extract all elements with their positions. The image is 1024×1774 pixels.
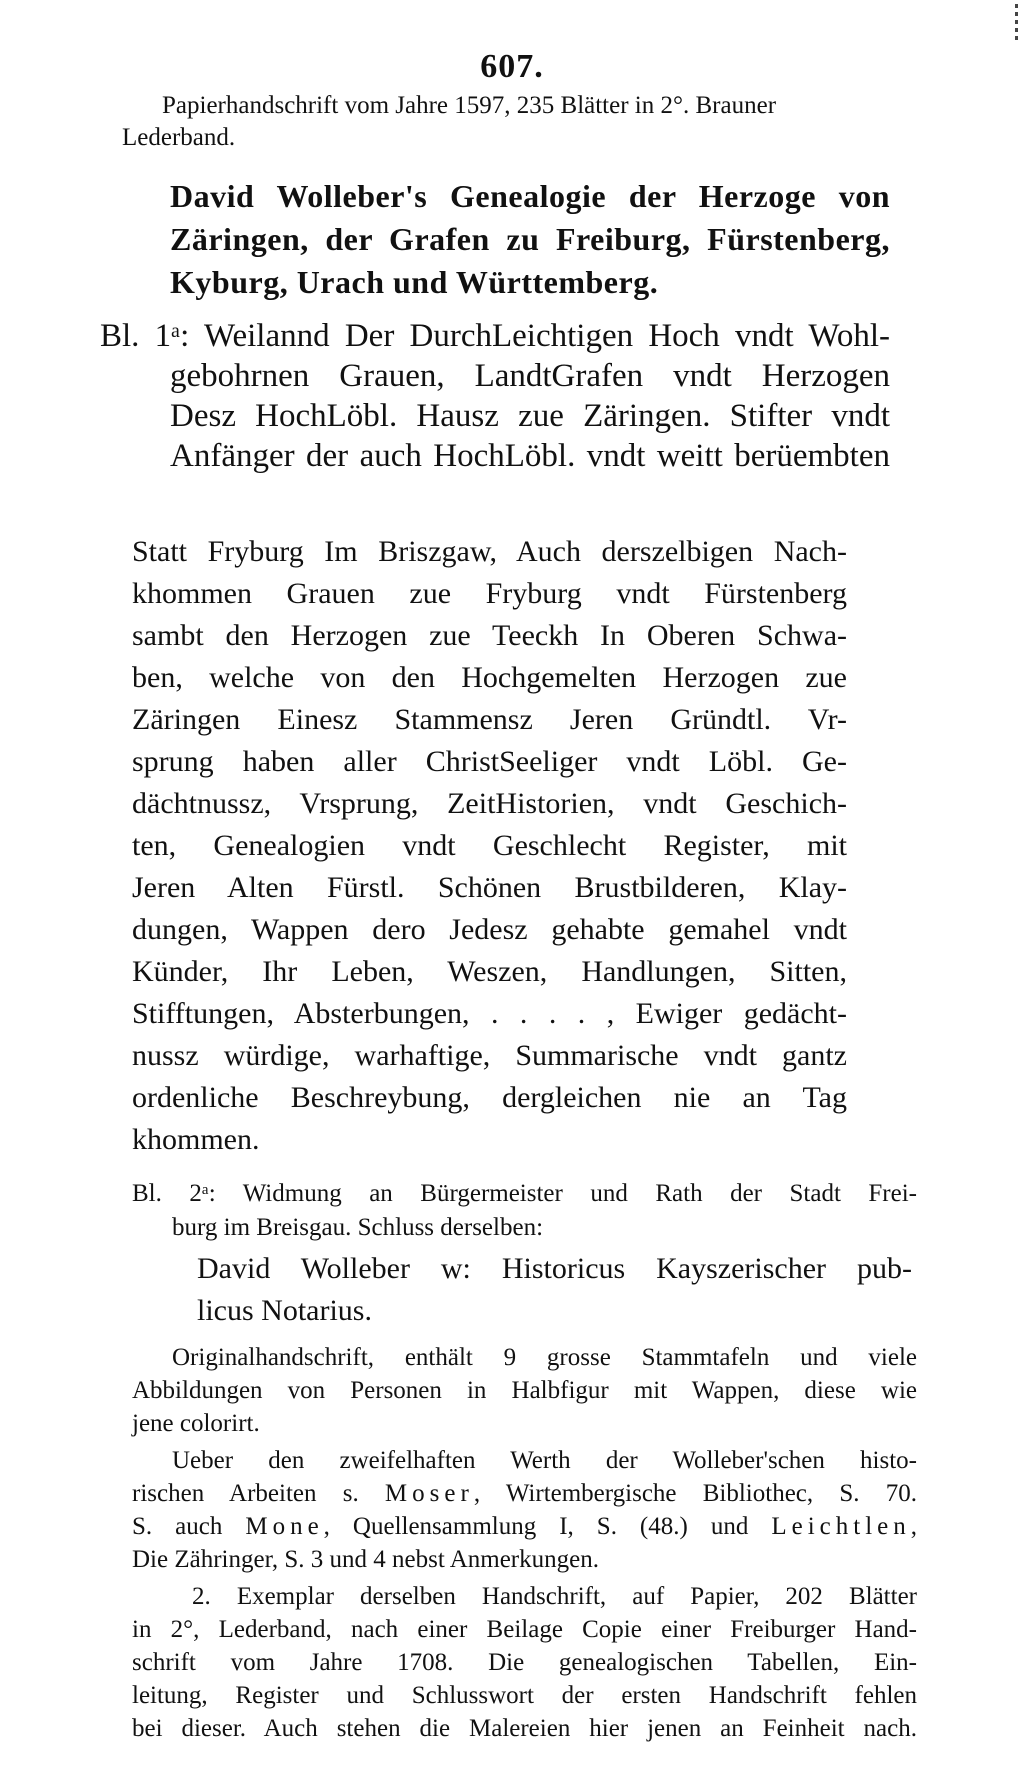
intro-line-2: Lederband. [122, 124, 236, 151]
edge-mark [1015, 4, 1018, 40]
para2-line-13: nussz würdige, warhaftige, Summarische vndt gantz [132, 1039, 847, 1072]
para2-line-3: sambt den Herzogen zue Teeckh In Oberen Schwa- [132, 619, 847, 652]
para1-line-4: Anfänger der auch HochLöbl. vndt weitt berüembten [170, 438, 890, 474]
note3-line-3: schrift vom Jahre 1708. Die genealogischen Tabellen, Ein- [132, 1649, 917, 1676]
note2-line-2-c: , Wirtembergische Bibliothec, S. 70. [473, 1480, 917, 1507]
author-moser: Moser [384, 1480, 474, 1507]
quote-line-1: David Wolleber w: Historicus Kayszerischer pub- [197, 1252, 912, 1285]
intro-line-1: Papierhandschrift vom Jahre 1597, 235 Blätter in 2°. Brauner [162, 92, 777, 119]
note2-line-1: Ueber den zweifelhaften Werth der Wolleber'schen histo- [172, 1447, 917, 1474]
note2-line-2-a: rischen Arbeiten s. [132, 1480, 385, 1507]
para1-line-3: Desz HochLöbl. Hausz zue Zäringen. Stifter vndt [170, 398, 890, 434]
para2-line-4: ben, welche von den Hochgemelten Herzogen zue [132, 661, 847, 694]
note2-line-3 [132, 1513, 917, 1547]
para2-line-14: ordenliche Beschreybung, dergleichen nie an Tag [132, 1081, 847, 1114]
bl2-line-2: burg im Breisgau. Schluss derselben: [172, 1214, 544, 1241]
note1-line-2: Abbildungen von Personen in Halbfigur mit Wappen, diese wie [132, 1377, 917, 1404]
note2-line-4: Die Zähringer, S. 3 und 4 nebst Anmerkungen. [132, 1546, 599, 1573]
quote-line-2: licus Notarius. [197, 1294, 372, 1327]
note3-line-4: leitung, Register und Schlusswort der ersten Handschrift fehlen [132, 1682, 917, 1709]
para2-line-6: sprung haben aller ChristSeeliger vndt Löbl. Ge- [132, 745, 847, 778]
para2-line-8: ten, Genealogien vndt Geschlecht Register, mit [132, 829, 847, 862]
para2-line-12: Stifftungen, Absterbungen, . . . . , Ewiger gedächt- [132, 997, 847, 1030]
note2-line-3-a: S. auch [132, 1513, 246, 1540]
para2-line-7: dächtnussz, Vrsprung, ZeitHistorien, vndt Geschich- [132, 787, 847, 820]
title-line-2: Zäringen, der Grafen zu Freiburg, Fürstenberg, [170, 221, 890, 257]
para2-line-11: Künder, Ihr Leben, Weszen, Handlungen, Sitten, [132, 955, 847, 988]
para2-line-2: khommen Grauen zue Fryburg vndt Fürstenberg [132, 577, 847, 610]
para1-line-2: gebohrnen Grauen, LandtGrafen vndt Herzogen [170, 358, 890, 394]
para2-line-15: khommen. [132, 1123, 260, 1156]
note2-line-3-c: , Quellensammlung I, S. (48.) und [323, 1513, 772, 1540]
para2-line-1: Statt Fryburg Im Briszgaw, Auch derszelbigen Nach- [132, 535, 847, 568]
para2-line-5: Zäringen Einesz Stammensz Jeren Gründtl. Vr- [132, 703, 847, 736]
note2-line-2 [132, 1480, 917, 1514]
page-number: 607. [480, 48, 544, 85]
note2-line-3-e: , [910, 1513, 917, 1540]
note1-line-3: jene colorirt. [132, 1410, 260, 1437]
note3-line-5: bei dieser. Auch stehen die Malereien hier jenen an Feinheit nach. [132, 1715, 917, 1742]
note3-line-1: 2. Exemplar derselben Handschrift, auf Papier, 202 Blätter [192, 1583, 917, 1610]
bl2-line-1: Bl. 2ᵃ: Widmung an Bürgermeister und Rath der Stadt Frei- [132, 1180, 917, 1207]
para2-line-10: dungen, Wappen dero Jedesz gehabte gemahel vndt [132, 913, 847, 946]
para2-line-9: Jeren Alten Fürstl. Schönen Brustbilderen, Klay- [132, 871, 847, 904]
title-line-1: David Wolleber's Genealogie der Herzoge von [170, 178, 890, 214]
para1-line-1: Bl. 1ᵃ: Weilannd Der DurchLeichtigen Hoch vndt Wohl- [100, 318, 890, 354]
author-mone: Mone [245, 1513, 324, 1540]
note3-line-2: in 2°, Lederband, nach einer Beilage Copie einer Freiburger Hand- [132, 1616, 917, 1643]
title-line-3: Kyburg, Urach und Württemberg. [170, 264, 659, 300]
note1-line-1: Originalhandschrift, enthält 9 grosse Stammtafeln und viele [172, 1344, 917, 1371]
author-leichtlen: Leichtlen [771, 1513, 911, 1540]
